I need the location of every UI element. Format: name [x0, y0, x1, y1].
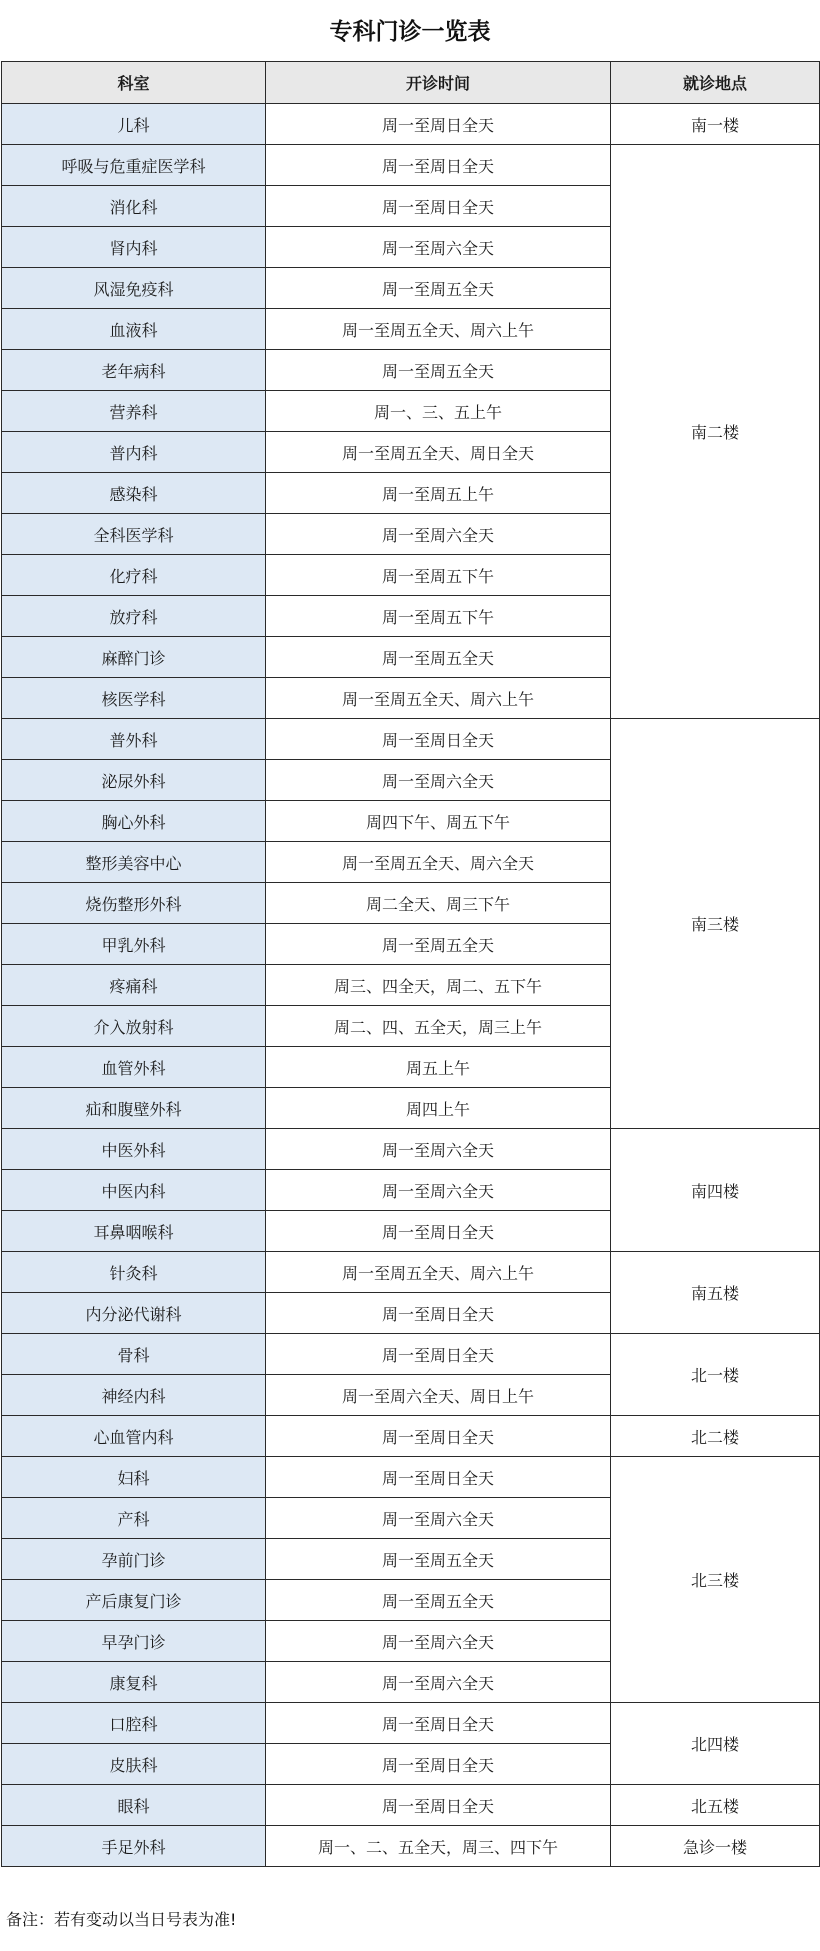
department-cell: 全科医学科 — [2, 514, 266, 555]
department-cell: 营养科 — [2, 391, 266, 432]
table-row — [2, 145, 820, 186]
location-cell: 北二楼 — [611, 1416, 820, 1457]
table-row — [2, 1785, 820, 1826]
hours-cell: 周一至周五全天、周六上午 — [266, 678, 611, 719]
department-cell: 妇科 — [2, 1457, 266, 1498]
hours-cell: 周一至周五全天、周六上午 — [266, 1252, 611, 1293]
hours-cell: 周一至周日全天 — [266, 719, 611, 760]
department-cell: 早孕门诊 — [2, 1621, 266, 1662]
department-cell: 产后康复门诊 — [2, 1580, 266, 1621]
hours-cell: 周一至周五全天 — [266, 637, 611, 678]
table-row — [2, 1416, 820, 1457]
header-row — [2, 62, 820, 104]
hours-cell: 周二全天、周三下午 — [266, 883, 611, 924]
hours-cell: 周一至周五全天 — [266, 924, 611, 965]
hours-cell: 周一至周日全天 — [266, 1785, 611, 1826]
hours-cell: 周一至周日全天 — [266, 1457, 611, 1498]
hours-cell: 周一至周五下午 — [266, 596, 611, 637]
department-cell: 化疗科 — [2, 555, 266, 596]
department-cell: 普内科 — [2, 432, 266, 473]
department-cell: 整形美容中心 — [2, 842, 266, 883]
department-cell: 中医外科 — [2, 1129, 266, 1170]
location-cell: 北一楼 — [611, 1334, 820, 1416]
department-cell: 甲乳外科 — [2, 924, 266, 965]
hours-cell: 周一至周日全天 — [266, 1744, 611, 1785]
department-cell: 心血管内科 — [2, 1416, 266, 1457]
table-row — [2, 1129, 820, 1170]
hours-cell: 周五上午 — [266, 1047, 611, 1088]
hours-cell: 周一至周日全天 — [266, 186, 611, 227]
department-cell: 神经内科 — [2, 1375, 266, 1416]
hours-cell: 周一至周六全天 — [266, 1170, 611, 1211]
department-cell: 儿科 — [2, 104, 266, 145]
hours-cell: 周一至周日全天 — [266, 1293, 611, 1334]
hours-cell: 周一至周日全天 — [266, 145, 611, 186]
hours-cell: 周四下午、周五下午 — [266, 801, 611, 842]
department-cell: 口腔科 — [2, 1703, 266, 1744]
table-row — [2, 1334, 820, 1375]
department-cell: 感染科 — [2, 473, 266, 514]
department-cell: 耳鼻咽喉科 — [2, 1211, 266, 1252]
hours-cell: 周一至周日全天 — [266, 1703, 611, 1744]
hours-cell: 周一至周日全天 — [266, 104, 611, 145]
location-cell: 南一楼 — [611, 104, 820, 145]
department-cell: 血管外科 — [2, 1047, 266, 1088]
table-header — [2, 62, 820, 104]
department-cell: 风湿免疫科 — [2, 268, 266, 309]
department-cell: 烧伤整形外科 — [2, 883, 266, 924]
hours-cell: 周一至周五全天 — [266, 1539, 611, 1580]
clinic-schedule-table — [1, 61, 820, 1867]
location-cell: 南五楼 — [611, 1252, 820, 1334]
table-row — [2, 1703, 820, 1744]
department-cell: 康复科 — [2, 1662, 266, 1703]
location-cell: 北五楼 — [611, 1785, 820, 1826]
location-cell: 急诊一楼 — [611, 1826, 820, 1867]
department-cell: 疝和腹壁外科 — [2, 1088, 266, 1129]
header-location: 就诊地点 — [611, 62, 820, 104]
department-cell: 骨科 — [2, 1334, 266, 1375]
hours-cell: 周一至周六全天 — [266, 760, 611, 801]
hours-cell: 周一至周日全天 — [266, 1416, 611, 1457]
hours-cell: 周一至周五全天 — [266, 268, 611, 309]
department-cell: 呼吸与危重症医学科 — [2, 145, 266, 186]
location-cell: 北三楼 — [611, 1457, 820, 1703]
department-cell: 皮肤科 — [2, 1744, 266, 1785]
hours-cell: 周一至周六全天 — [266, 514, 611, 555]
hours-cell: 周一至周五全天 — [266, 350, 611, 391]
hours-cell: 周一至周五全天 — [266, 1580, 611, 1621]
location-cell: 南二楼 — [611, 145, 820, 719]
hours-cell: 周三、四全天，周二、五下午 — [266, 965, 611, 1006]
department-cell: 手足外科 — [2, 1826, 266, 1867]
table-body — [2, 104, 820, 1867]
department-cell: 介入放射科 — [2, 1006, 266, 1047]
department-cell: 老年病科 — [2, 350, 266, 391]
department-cell: 肾内科 — [2, 227, 266, 268]
department-cell: 眼科 — [2, 1785, 266, 1826]
department-cell: 疼痛科 — [2, 965, 266, 1006]
header-department: 科室 — [2, 62, 266, 104]
location-cell: 北四楼 — [611, 1703, 820, 1785]
department-cell: 血液科 — [2, 309, 266, 350]
table-row — [2, 1457, 820, 1498]
hours-cell: 周一、三、五上午 — [266, 391, 611, 432]
department-cell: 中医内科 — [2, 1170, 266, 1211]
hours-cell: 周二、四、五全天，周三上午 — [266, 1006, 611, 1047]
hours-cell: 周一至周六全天、周日上午 — [266, 1375, 611, 1416]
hours-cell: 周一至周六全天 — [266, 1129, 611, 1170]
department-cell: 消化科 — [2, 186, 266, 227]
department-cell: 产科 — [2, 1498, 266, 1539]
department-cell: 放疗科 — [2, 596, 266, 637]
department-cell: 内分泌代谢科 — [2, 1293, 266, 1334]
department-cell: 核医学科 — [2, 678, 266, 719]
hours-cell: 周一至周日全天 — [266, 1211, 611, 1252]
table-row — [2, 1252, 820, 1293]
department-cell: 针灸科 — [2, 1252, 266, 1293]
hours-cell: 周一至周六全天 — [266, 1621, 611, 1662]
table-row — [2, 719, 820, 760]
department-cell: 泌尿外科 — [2, 760, 266, 801]
hours-cell: 周一、二、五全天，周三、四下午 — [266, 1826, 611, 1867]
table-row — [2, 104, 820, 145]
department-cell: 孕前门诊 — [2, 1539, 266, 1580]
hours-cell: 周一至周六全天 — [266, 227, 611, 268]
hours-cell: 周一至周日全天 — [266, 1334, 611, 1375]
hours-cell: 周一至周五下午 — [266, 555, 611, 596]
hours-cell: 周一至周六全天 — [266, 1498, 611, 1539]
page-title: 专科门诊一览表 — [329, 19, 491, 45]
table-row — [2, 1826, 820, 1867]
footnote: 备注：若有变动以当日号表为准! — [6, 1910, 237, 1929]
location-cell: 南三楼 — [611, 719, 820, 1129]
hours-cell: 周一至周五全天、周六全天 — [266, 842, 611, 883]
hours-cell: 周一至周五全天、周日全天 — [266, 432, 611, 473]
header-hours: 开诊时间 — [266, 62, 611, 104]
department-cell: 胸心外科 — [2, 801, 266, 842]
hours-cell: 周一至周五全天、周六上午 — [266, 309, 611, 350]
department-cell: 麻醉门诊 — [2, 637, 266, 678]
hours-cell: 周四上午 — [266, 1088, 611, 1129]
location-cell: 南四楼 — [611, 1129, 820, 1252]
hours-cell: 周一至周五上午 — [266, 473, 611, 514]
hours-cell: 周一至周六全天 — [266, 1662, 611, 1703]
department-cell: 普外科 — [2, 719, 266, 760]
